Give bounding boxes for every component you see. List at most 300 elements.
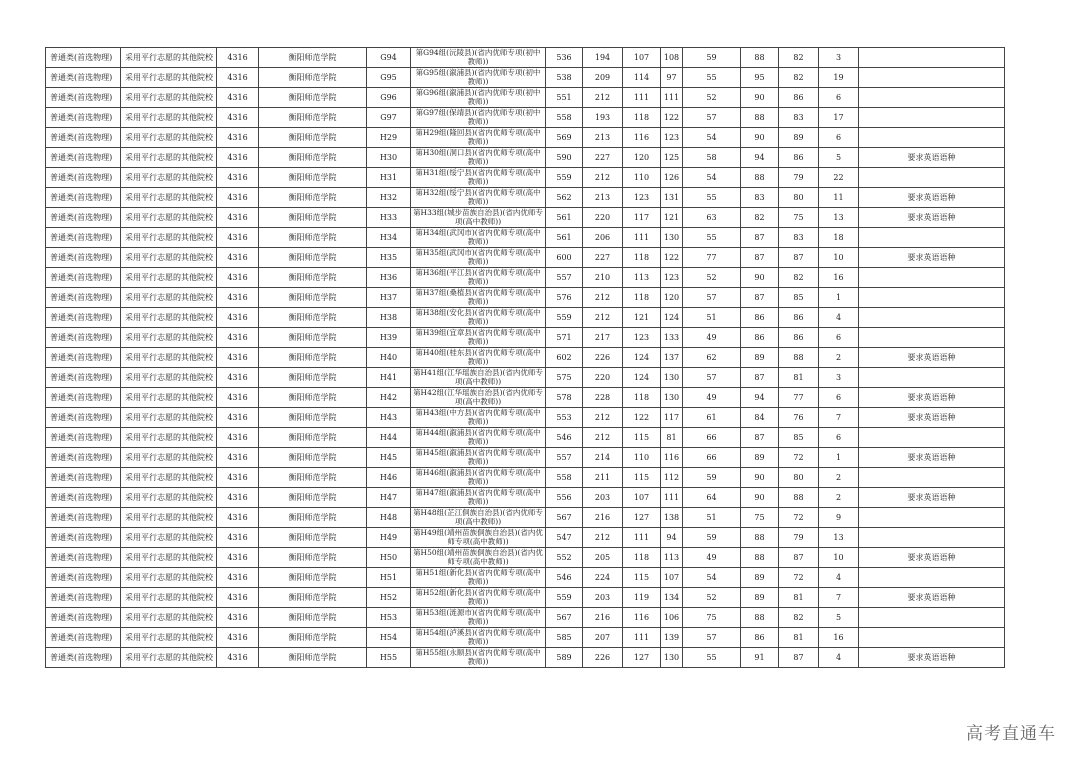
cell-group-code: G97 [367, 108, 411, 128]
cell-subject-a-score: 107 [623, 48, 661, 68]
cell-subject-a-score: 110 [623, 448, 661, 468]
cell-batch: 采用平行志愿的其他院校 [121, 648, 217, 668]
cell-school-code: 4316 [217, 448, 259, 468]
cell-remark [859, 228, 1005, 248]
cell-subject-b-score: 125 [661, 148, 683, 168]
cell-subject-d-score: 87 [741, 368, 779, 388]
cell-subject-a-score: 124 [623, 348, 661, 368]
cell-remark: 要求英语语种 [859, 388, 1005, 408]
cell-school-code: 4316 [217, 648, 259, 668]
cell-subject-a-score: 115 [623, 468, 661, 488]
cell-chinese-math-score: 212 [583, 428, 623, 448]
cell-category: 普通类(首选物理) [46, 608, 121, 628]
cell-group-code: G96 [367, 88, 411, 108]
cell-subject-b-score: 124 [661, 308, 683, 328]
cell-plan-count: 9 [819, 508, 859, 528]
cell-subject-e-score: 86 [779, 88, 819, 108]
cell-subject-a-score: 118 [623, 548, 661, 568]
cell-subject-a-score: 121 [623, 308, 661, 328]
cell-total-score: 562 [546, 188, 583, 208]
cell-school-name: 衡阳师范学院 [259, 88, 367, 108]
cell-total-score: 559 [546, 168, 583, 188]
cell-school-name: 衡阳师范学院 [259, 468, 367, 488]
cell-subject-e-score: 87 [779, 648, 819, 668]
cell-subject-a-score: 123 [623, 188, 661, 208]
cell-major-group: 第H31组(绥宁县)(省内优师专项(高中教师)) [411, 168, 546, 188]
table-row [46, 648, 1005, 668]
cell-total-score: 553 [546, 408, 583, 428]
cell-chinese-math-score: 220 [583, 208, 623, 228]
cell-school-name: 衡阳师范学院 [259, 208, 367, 228]
table-row [46, 48, 1005, 68]
cell-major-group: 第H54组(泸溪县)(省内优师专项(高中教师)) [411, 628, 546, 648]
cell-category: 普通类(首选物理) [46, 648, 121, 668]
cell-chinese-math-score: 214 [583, 448, 623, 468]
cell-subject-a-score: 127 [623, 648, 661, 668]
cell-school-name: 衡阳师范学院 [259, 348, 367, 368]
cell-subject-e-score: 86 [779, 328, 819, 348]
table-row [46, 268, 1005, 288]
cell-category: 普通类(首选物理) [46, 248, 121, 268]
cell-subject-a-score: 123 [623, 328, 661, 348]
cell-remark [859, 468, 1005, 488]
cell-group-code: H31 [367, 168, 411, 188]
cell-batch: 采用平行志愿的其他院校 [121, 88, 217, 108]
cell-remark [859, 88, 1005, 108]
cell-school-code: 4316 [217, 228, 259, 248]
cell-plan-count: 2 [819, 468, 859, 488]
cell-category: 普通类(首选物理) [46, 528, 121, 548]
cell-school-name: 衡阳师范学院 [259, 368, 367, 388]
cell-major-group: 第H40组(桂东县)(省内优师专项(高中教师)) [411, 348, 546, 368]
cell-school-name: 衡阳师范学院 [259, 328, 367, 348]
cell-chinese-math-score: 224 [583, 568, 623, 588]
cell-batch: 采用平行志愿的其他院校 [121, 168, 217, 188]
cell-major-group: 第G96组(溆浦县)(省内优师专项(初中教师)) [411, 88, 546, 108]
cell-school-code: 4316 [217, 188, 259, 208]
cell-subject-b-score: 133 [661, 328, 683, 348]
cell-group-code: H46 [367, 468, 411, 488]
cell-school-code: 4316 [217, 68, 259, 88]
cell-school-code: 4316 [217, 628, 259, 648]
cell-subject-a-score: 114 [623, 68, 661, 88]
cell-group-code: H53 [367, 608, 411, 628]
cell-group-code: H32 [367, 188, 411, 208]
cell-subject-d-score: 83 [741, 188, 779, 208]
cell-subject-c-score: 59 [683, 48, 741, 68]
cell-group-code: H52 [367, 588, 411, 608]
cell-batch: 采用平行志愿的其他院校 [121, 288, 217, 308]
cell-group-code: H43 [367, 408, 411, 428]
cell-plan-count: 3 [819, 48, 859, 68]
cell-remark: 要求英语语种 [859, 148, 1005, 168]
cell-total-score: 602 [546, 348, 583, 368]
cell-total-score: 590 [546, 148, 583, 168]
cell-plan-count: 22 [819, 168, 859, 188]
cell-category: 普通类(首选物理) [46, 288, 121, 308]
table-row [46, 328, 1005, 348]
cell-batch: 采用平行志愿的其他院校 [121, 568, 217, 588]
table-row [46, 188, 1005, 208]
cell-subject-a-score: 111 [623, 88, 661, 108]
cell-subject-b-score: 131 [661, 188, 683, 208]
cell-chinese-math-score: 217 [583, 328, 623, 348]
cell-school-name: 衡阳师范学院 [259, 148, 367, 168]
cell-subject-e-score: 72 [779, 508, 819, 528]
cell-subject-d-score: 86 [741, 628, 779, 648]
watermark-text: 高考直通车 [966, 724, 1056, 744]
cell-subject-c-score: 55 [683, 68, 741, 88]
cell-subject-b-score: 113 [661, 548, 683, 568]
cell-subject-c-score: 63 [683, 208, 741, 228]
table-row [46, 88, 1005, 108]
table-body [46, 48, 1005, 668]
cell-category: 普通类(首选物理) [46, 468, 121, 488]
cell-subject-d-score: 86 [741, 328, 779, 348]
cell-remark [859, 168, 1005, 188]
cell-group-code: H33 [367, 208, 411, 228]
cell-subject-b-score: 139 [661, 628, 683, 648]
cell-plan-count: 2 [819, 348, 859, 368]
cell-chinese-math-score: 210 [583, 268, 623, 288]
cell-major-group: 第H35组(武冈市)(省内优师专项(高中教师)) [411, 248, 546, 268]
cell-school-code: 4316 [217, 408, 259, 428]
cell-remark: 要求英语语种 [859, 448, 1005, 468]
cell-school-name: 衡阳师范学院 [259, 588, 367, 608]
cell-category: 普通类(首选物理) [46, 428, 121, 448]
cell-major-group: 第H41组(江华瑶族自治县)(省内优师专项(高中教师)) [411, 368, 546, 388]
cell-major-group: 第H47组(溆浦县)(省内优师专项(高中教师)) [411, 488, 546, 508]
cell-batch: 采用平行志愿的其他院校 [121, 588, 217, 608]
table-row [46, 448, 1005, 468]
cell-subject-c-score: 57 [683, 628, 741, 648]
table-row [46, 68, 1005, 88]
table-row [46, 428, 1005, 448]
cell-remark [859, 288, 1005, 308]
cell-subject-e-score: 80 [779, 188, 819, 208]
cell-major-group: 第H55组(永顺县)(省内优师专项(高中教师)) [411, 648, 546, 668]
cell-subject-e-score: 87 [779, 248, 819, 268]
cell-total-score: 567 [546, 508, 583, 528]
cell-group-code: H49 [367, 528, 411, 548]
cell-major-group: 第H43组(中方县)(省内优师专项(高中教师)) [411, 408, 546, 428]
cell-school-code: 4316 [217, 148, 259, 168]
cell-subject-a-score: 116 [623, 608, 661, 628]
cell-plan-count: 1 [819, 288, 859, 308]
cell-subject-a-score: 116 [623, 128, 661, 148]
cell-remark [859, 308, 1005, 328]
cell-batch: 采用平行志愿的其他院校 [121, 448, 217, 468]
cell-major-group: 第G95组(溆浦县)(省内优师专项(初中教师)) [411, 68, 546, 88]
cell-group-code: H45 [367, 448, 411, 468]
cell-major-group: 第H46组(溆浦县)(省内优师专项(高中教师)) [411, 468, 546, 488]
table-row [46, 488, 1005, 508]
cell-subject-c-score: 49 [683, 328, 741, 348]
cell-plan-count: 6 [819, 428, 859, 448]
cell-batch: 采用平行志愿的其他院校 [121, 388, 217, 408]
cell-school-code: 4316 [217, 508, 259, 528]
cell-subject-a-score: 127 [623, 508, 661, 528]
cell-major-group: 第H52组(新化县)(省内优师专项(高中教师)) [411, 588, 546, 608]
cell-total-score: 552 [546, 548, 583, 568]
cell-group-code: H38 [367, 308, 411, 328]
cell-subject-d-score: 90 [741, 488, 779, 508]
cell-school-code: 4316 [217, 348, 259, 368]
cell-school-code: 4316 [217, 208, 259, 228]
cell-remark [859, 428, 1005, 448]
cell-major-group: 第H50组(靖州苗族侗族自治县)(省内优师专项(高中教师)) [411, 548, 546, 568]
table-row [46, 248, 1005, 268]
cell-school-name: 衡阳师范学院 [259, 408, 367, 428]
cell-category: 普通类(首选物理) [46, 88, 121, 108]
cell-major-group: 第H48组(芷江侗族自治县)(省内优师专项(高中教师)) [411, 508, 546, 528]
table-row [46, 168, 1005, 188]
cell-subject-e-score: 87 [779, 548, 819, 568]
cell-subject-d-score: 88 [741, 168, 779, 188]
cell-subject-d-score: 89 [741, 448, 779, 468]
cell-school-code: 4316 [217, 128, 259, 148]
cell-plan-count: 4 [819, 648, 859, 668]
cell-subject-e-score: 82 [779, 68, 819, 88]
cell-school-code: 4316 [217, 468, 259, 488]
cell-major-group: 第H49组(靖州苗族侗族自治县)(省内优师专项(高中教师)) [411, 528, 546, 548]
table-row [46, 408, 1005, 428]
cell-major-group: 第H51组(新化县)(省内优师专项(高中教师)) [411, 568, 546, 588]
cell-school-code: 4316 [217, 288, 259, 308]
cell-total-score: 557 [546, 268, 583, 288]
cell-subject-e-score: 86 [779, 308, 819, 328]
cell-total-score: 571 [546, 328, 583, 348]
cell-total-score: 558 [546, 468, 583, 488]
cell-total-score: 551 [546, 88, 583, 108]
cell-batch: 采用平行志愿的其他院校 [121, 528, 217, 548]
cell-batch: 采用平行志愿的其他院校 [121, 208, 217, 228]
cell-subject-b-score: 123 [661, 268, 683, 288]
cell-subject-b-score: 107 [661, 568, 683, 588]
cell-group-code: H41 [367, 368, 411, 388]
cell-school-code: 4316 [217, 428, 259, 448]
cell-group-code: H54 [367, 628, 411, 648]
cell-school-code: 4316 [217, 248, 259, 268]
cell-subject-d-score: 90 [741, 268, 779, 288]
cell-school-name: 衡阳师范学院 [259, 288, 367, 308]
cell-chinese-math-score: 203 [583, 588, 623, 608]
cell-school-name: 衡阳师范学院 [259, 608, 367, 628]
cell-school-code: 4316 [217, 568, 259, 588]
cell-subject-a-score: 117 [623, 208, 661, 228]
cell-subject-a-score: 111 [623, 628, 661, 648]
cell-remark [859, 508, 1005, 528]
cell-plan-count: 6 [819, 88, 859, 108]
cell-remark: 要求英语语种 [859, 588, 1005, 608]
cell-category: 普通类(首选物理) [46, 448, 121, 468]
cell-total-score: 559 [546, 308, 583, 328]
cell-subject-c-score: 52 [683, 88, 741, 108]
cell-batch: 采用平行志愿的其他院校 [121, 408, 217, 428]
cell-subject-c-score: 62 [683, 348, 741, 368]
cell-subject-e-score: 83 [779, 108, 819, 128]
cell-subject-c-score: 59 [683, 528, 741, 548]
cell-remark [859, 608, 1005, 628]
cell-subject-d-score: 90 [741, 88, 779, 108]
table-row [46, 208, 1005, 228]
cell-total-score: 546 [546, 428, 583, 448]
cell-subject-e-score: 79 [779, 528, 819, 548]
cell-school-name: 衡阳师范学院 [259, 568, 367, 588]
cell-plan-count: 6 [819, 128, 859, 148]
cell-total-score: 589 [546, 648, 583, 668]
cell-subject-c-score: 66 [683, 448, 741, 468]
cell-subject-b-score: 117 [661, 408, 683, 428]
cell-school-code: 4316 [217, 108, 259, 128]
cell-remark [859, 268, 1005, 288]
table-row [46, 468, 1005, 488]
cell-subject-b-score: 121 [661, 208, 683, 228]
cell-subject-b-score: 108 [661, 48, 683, 68]
cell-remark: 要求英语语种 [859, 548, 1005, 568]
cell-remark [859, 68, 1005, 88]
cell-batch: 采用平行志愿的其他院校 [121, 188, 217, 208]
cell-group-code: H30 [367, 148, 411, 168]
cell-subject-b-score: 126 [661, 168, 683, 188]
cell-subject-d-score: 87 [741, 288, 779, 308]
table-row [46, 568, 1005, 588]
cell-plan-count: 13 [819, 528, 859, 548]
cell-subject-e-score: 88 [779, 348, 819, 368]
cell-subject-e-score: 83 [779, 228, 819, 248]
cell-subject-e-score: 80 [779, 468, 819, 488]
cell-subject-b-score: 97 [661, 68, 683, 88]
table-row [46, 608, 1005, 628]
table-row [46, 528, 1005, 548]
table-row [46, 548, 1005, 568]
cell-plan-count: 7 [819, 588, 859, 608]
cell-subject-b-score: 123 [661, 128, 683, 148]
cell-batch: 采用平行志愿的其他院校 [121, 48, 217, 68]
cell-subject-e-score: 81 [779, 588, 819, 608]
cell-school-name: 衡阳师范学院 [259, 488, 367, 508]
cell-major-group: 第H44组(溆浦县)(省内优师专项(高中教师)) [411, 428, 546, 448]
cell-batch: 采用平行志愿的其他院校 [121, 348, 217, 368]
cell-total-score: 536 [546, 48, 583, 68]
cell-subject-e-score: 82 [779, 268, 819, 288]
cell-total-score: 578 [546, 388, 583, 408]
cell-school-name: 衡阳师范学院 [259, 68, 367, 88]
table-row [46, 628, 1005, 648]
cell-school-code: 4316 [217, 488, 259, 508]
cell-plan-count: 16 [819, 628, 859, 648]
cell-chinese-math-score: 227 [583, 148, 623, 168]
cell-subject-b-score: 130 [661, 228, 683, 248]
cell-subject-c-score: 57 [683, 368, 741, 388]
cell-major-group: 第H34组(武冈市)(省内优师专项(高中教师)) [411, 228, 546, 248]
cell-plan-count: 11 [819, 188, 859, 208]
cell-subject-d-score: 88 [741, 608, 779, 628]
cell-remark [859, 328, 1005, 348]
cell-subject-e-score: 89 [779, 128, 819, 148]
cell-batch: 采用平行志愿的其他院校 [121, 488, 217, 508]
cell-subject-c-score: 54 [683, 168, 741, 188]
cell-subject-c-score: 75 [683, 608, 741, 628]
cell-group-code: H40 [367, 348, 411, 368]
cell-total-score: 556 [546, 488, 583, 508]
cell-group-code: H29 [367, 128, 411, 148]
cell-subject-e-score: 85 [779, 428, 819, 448]
cell-plan-count: 5 [819, 608, 859, 628]
cell-school-name: 衡阳师范学院 [259, 268, 367, 288]
cell-chinese-math-score: 212 [583, 88, 623, 108]
cell-school-name: 衡阳师范学院 [259, 168, 367, 188]
cell-subject-b-score: 116 [661, 448, 683, 468]
cell-subject-c-score: 66 [683, 428, 741, 448]
cell-school-name: 衡阳师范学院 [259, 528, 367, 548]
cell-plan-count: 10 [819, 248, 859, 268]
cell-category: 普通类(首选物理) [46, 388, 121, 408]
cell-subject-b-score: 111 [661, 88, 683, 108]
cell-subject-a-score: 118 [623, 288, 661, 308]
cell-remark [859, 128, 1005, 148]
cell-subject-b-score: 111 [661, 488, 683, 508]
table-row [46, 348, 1005, 368]
cell-category: 普通类(首选物理) [46, 628, 121, 648]
cell-batch: 采用平行志愿的其他院校 [121, 68, 217, 88]
cell-subject-b-score: 81 [661, 428, 683, 448]
cell-subject-d-score: 88 [741, 548, 779, 568]
cell-subject-a-score: 118 [623, 388, 661, 408]
cell-total-score: 547 [546, 528, 583, 548]
cell-batch: 采用平行志愿的其他院校 [121, 628, 217, 648]
cell-group-code: H47 [367, 488, 411, 508]
cell-subject-b-score: 112 [661, 468, 683, 488]
cell-category: 普通类(首选物理) [46, 328, 121, 348]
cell-school-code: 4316 [217, 588, 259, 608]
cell-group-code: H50 [367, 548, 411, 568]
cell-chinese-math-score: 212 [583, 168, 623, 188]
cell-subject-d-score: 84 [741, 408, 779, 428]
cell-group-code: H36 [367, 268, 411, 288]
table-row [46, 508, 1005, 528]
cell-category: 普通类(首选物理) [46, 508, 121, 528]
cell-chinese-math-score: 211 [583, 468, 623, 488]
cell-subject-c-score: 58 [683, 148, 741, 168]
cell-subject-c-score: 55 [683, 188, 741, 208]
cell-subject-b-score: 138 [661, 508, 683, 528]
cell-chinese-math-score: 226 [583, 348, 623, 368]
cell-batch: 采用平行志愿的其他院校 [121, 548, 217, 568]
cell-group-code: H55 [367, 648, 411, 668]
cell-school-code: 4316 [217, 328, 259, 348]
cell-remark: 要求英语语种 [859, 248, 1005, 268]
cell-batch: 采用平行志愿的其他院校 [121, 248, 217, 268]
cell-major-group: 第H42组(江华瑶族自治县)(省内优师专项(高中教师)) [411, 388, 546, 408]
cell-category: 普通类(首选物理) [46, 408, 121, 428]
cell-batch: 采用平行志愿的其他院校 [121, 428, 217, 448]
cell-school-code: 4316 [217, 528, 259, 548]
cell-chinese-math-score: 228 [583, 388, 623, 408]
cell-subject-c-score: 55 [683, 228, 741, 248]
cell-total-score: 569 [546, 128, 583, 148]
cell-school-code: 4316 [217, 608, 259, 628]
cell-subject-b-score: 122 [661, 108, 683, 128]
cell-chinese-math-score: 216 [583, 608, 623, 628]
cell-plan-count: 4 [819, 568, 859, 588]
cell-school-name: 衡阳师范学院 [259, 108, 367, 128]
cell-school-name: 衡阳师范学院 [259, 248, 367, 268]
table-row [46, 288, 1005, 308]
cell-subject-d-score: 75 [741, 508, 779, 528]
cell-chinese-math-score: 203 [583, 488, 623, 508]
cell-total-score: 559 [546, 588, 583, 608]
